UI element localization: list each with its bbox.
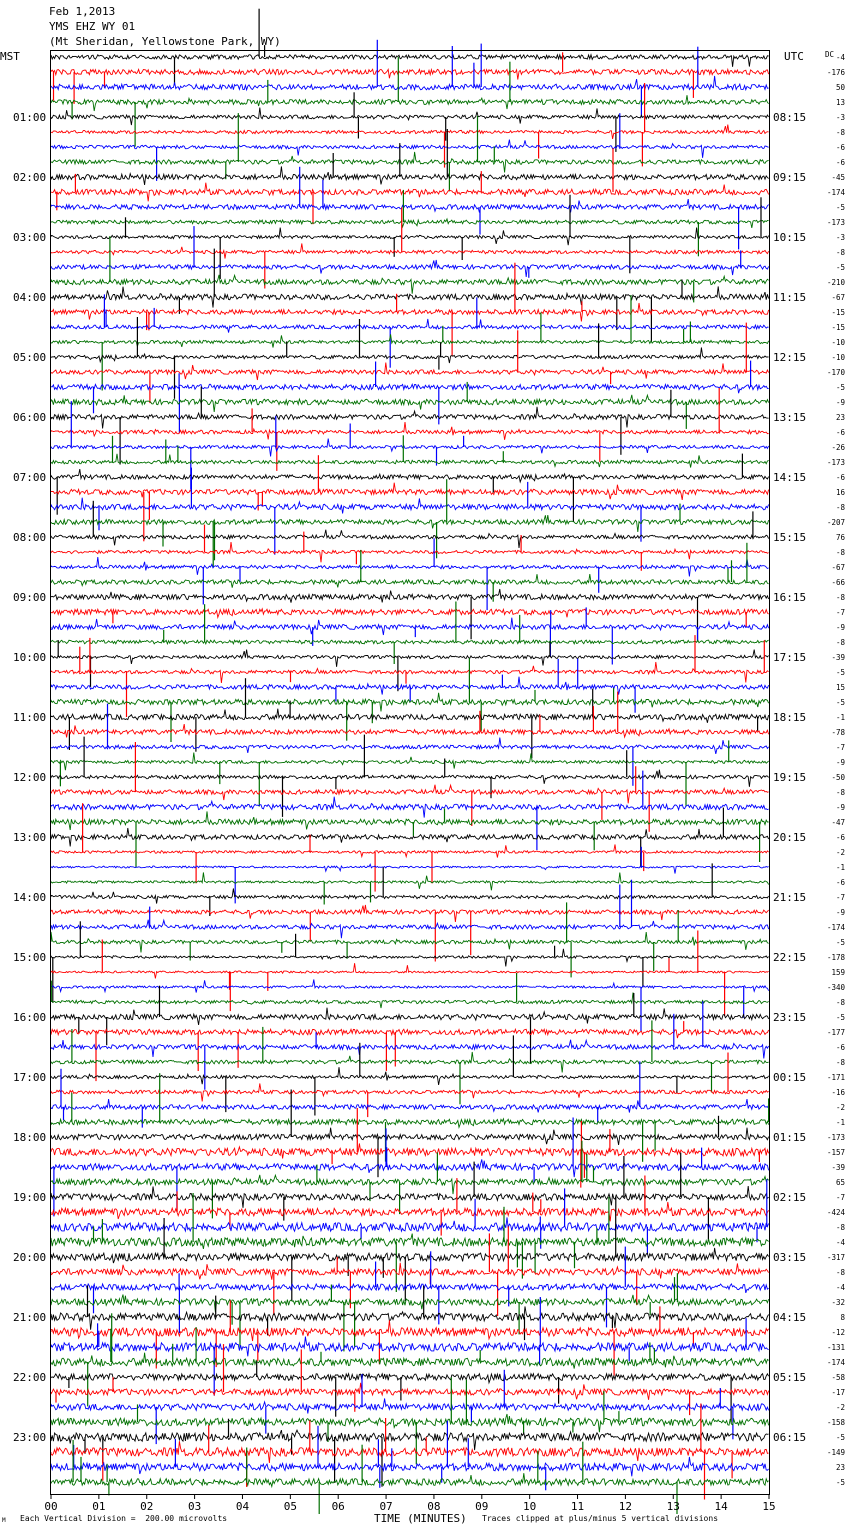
trace-line [51, 1099, 769, 1112]
trace-line [51, 1144, 769, 1159]
x-axis-label: TIME (MINUTES) [374, 1512, 467, 1525]
right-hour-label: 10:15 [773, 231, 807, 244]
x-tick-label: 05 [283, 1500, 297, 1513]
dc-offset-label: -5 [835, 698, 845, 707]
left-hour-label: 08:00 [13, 531, 47, 544]
trace-line [51, 407, 769, 429]
dc-offset-label: -45 [831, 173, 845, 182]
trace-line [51, 469, 769, 482]
trace-line [51, 905, 769, 922]
x-tick-label: 02 [140, 1500, 154, 1513]
trace-line [51, 125, 769, 139]
dc-offset-label: -5 [835, 203, 845, 212]
left-hour-label: 02:00 [13, 171, 47, 184]
left-hour-label: 01:00 [13, 111, 47, 124]
dc-offset-label: -9 [835, 398, 845, 407]
trace-line [51, 1430, 769, 1450]
dc-offset-label: -9 [835, 803, 845, 812]
dc-offset-label: -157 [826, 1148, 845, 1157]
trace-line [51, 498, 769, 514]
trace-line [51, 76, 769, 90]
dc-offset-label: -178 [826, 953, 845, 962]
dc-offset-label: -8 [835, 548, 845, 557]
x-tick-label: 04 [235, 1500, 250, 1513]
left-hour-label: 05:00 [13, 351, 47, 364]
trace-line [51, 932, 769, 952]
trace-line [51, 348, 769, 364]
right-hour-label: 23:15 [773, 1011, 807, 1024]
trace-line [51, 1337, 769, 1357]
trace-line [51, 152, 769, 173]
left-hour-label: 17:00 [13, 1071, 47, 1084]
right-timezone-label: UTC [784, 50, 804, 63]
trace-line [51, 949, 769, 967]
left-hour-label: 15:00 [13, 951, 47, 964]
left-hour-label: 22:00 [13, 1371, 47, 1384]
dc-offset-label: -5 [835, 1013, 845, 1022]
dc-offset-label: -2 [835, 1403, 845, 1412]
dc-offset-label: -340 [826, 983, 845, 992]
dc-offset-label: -67 [831, 563, 845, 572]
trace-line [51, 1441, 769, 1463]
trace-line [51, 1374, 769, 1383]
scale-note: Each Vertical Division = 200.00 microvolts [20, 1514, 228, 1523]
dc-offset-label: -317 [826, 1253, 845, 1262]
trace-line [51, 1175, 769, 1194]
x-tick-label: 08 [427, 1500, 441, 1513]
dc-offset-label: -9 [835, 623, 845, 632]
dc-offset-label: 23 [835, 1463, 845, 1472]
right-hour-label: 08:15 [773, 111, 807, 124]
x-tick-label: 09 [475, 1500, 489, 1513]
dc-offset-label: -8 [835, 638, 845, 647]
dc-offset-label: -26 [831, 443, 845, 452]
trace-line [51, 1473, 769, 1486]
dc-offset-label: -8 [835, 1268, 845, 1277]
trace-line [51, 785, 769, 804]
dc-offset-label: -1 [835, 863, 845, 872]
dc-offset-label: -9 [835, 908, 845, 917]
trace-line [51, 738, 769, 754]
trace-line [51, 243, 769, 258]
trace-line [51, 1040, 769, 1059]
left-hour-label: 07:00 [13, 471, 47, 484]
dc-offset-label: 15 [835, 683, 845, 692]
trace-line [51, 1457, 769, 1476]
trace-line [51, 439, 769, 457]
right-hour-label: 16:15 [773, 591, 807, 604]
dc-offset-label: -7 [835, 608, 845, 617]
trace-line [51, 422, 769, 440]
dc-offset-label: -176 [826, 68, 845, 77]
dc-offset-label: -174 [826, 923, 845, 932]
trace-line [51, 1128, 769, 1145]
left-hour-label: 04:00 [13, 291, 47, 304]
dc-offset-label: -7 [835, 893, 845, 902]
trace-line [51, 797, 769, 818]
trace-line [51, 1399, 769, 1414]
dc-offset-label: -174 [826, 188, 845, 197]
x-tick-label: 10 [523, 1500, 537, 1513]
trace-line [51, 618, 769, 635]
dc-offset-label: -158 [826, 1418, 845, 1427]
trace-line [51, 753, 769, 771]
dc-offset-label: -10 [831, 338, 845, 347]
clip-note: Traces clipped at plus/minus 5 vertical divisions [482, 1514, 719, 1523]
dc-offset-label: -7 [835, 1193, 845, 1202]
dc-offset-label: -12 [831, 1328, 845, 1337]
dc-offset-label: -66 [831, 578, 845, 587]
trace-line [51, 69, 769, 79]
dc-offset-label: -67 [831, 293, 845, 302]
right-hour-label: 05:15 [773, 1371, 807, 1384]
trace-line [51, 303, 769, 321]
trace-line [51, 1353, 769, 1369]
x-tick-label: 15 [762, 1500, 776, 1513]
dc-offset-label: -7 [835, 743, 845, 752]
dc-offset-label: -6 [835, 1043, 845, 1052]
right-hour-label: 14:15 [773, 471, 807, 484]
dc-offset-label: -6 [835, 158, 845, 167]
trace-line [51, 864, 769, 873]
left-hour-label: 16:00 [13, 1011, 47, 1024]
right-hour-label: 04:15 [773, 1311, 807, 1324]
dc-offset-label: -5 [835, 668, 845, 677]
trace-line [51, 1284, 769, 1293]
trace-line [51, 228, 769, 246]
record-date: Feb 1,2013 [49, 5, 116, 18]
dc-offset-label: 76 [835, 533, 845, 542]
left-hour-label: 13:00 [13, 831, 47, 844]
left-hour-label: 12:00 [13, 771, 47, 784]
dc-offset-label: -173 [826, 218, 845, 227]
trace-line [51, 589, 769, 603]
corner-mark: M [2, 1517, 6, 1524]
trace-line [51, 140, 769, 158]
trace-line [51, 574, 769, 588]
trace-group [51, 9, 769, 1514]
right-hour-label: 18:15 [773, 711, 807, 724]
trace-line [51, 1186, 769, 1208]
trace-line [51, 55, 769, 67]
dc-offset-label: -3 [835, 233, 845, 242]
trace-line [51, 979, 769, 992]
station-location: (Mt Sheridan, Yellowstone Park, WY) [49, 35, 281, 48]
trace-line [51, 709, 769, 723]
dc-offset-label: -17 [831, 1388, 845, 1397]
x-tick-label: 00 [44, 1500, 58, 1513]
trace-line [51, 1052, 769, 1072]
dc-offset-label: -5 [835, 938, 845, 947]
trace-line [51, 1248, 769, 1263]
trace-line [51, 872, 769, 890]
trace-line [51, 1029, 769, 1038]
dc-offset-label: 23 [835, 413, 845, 422]
right-hour-label: 00:15 [773, 1071, 807, 1084]
dc-offset-label: -4 [835, 1283, 845, 1292]
trace-line [51, 724, 769, 737]
trace-line [51, 363, 769, 380]
dc-offset-label: -8 [835, 593, 845, 602]
dc-offset-label: -8 [835, 503, 845, 512]
trace-line [51, 454, 769, 468]
right-hour-label: 06:15 [773, 1431, 807, 1444]
dc-offset-label: -173 [826, 458, 845, 467]
trace-line [51, 963, 769, 978]
trace-line [51, 275, 769, 294]
dc-offset-label: -4 [835, 1238, 845, 1247]
dc-offset-label: -47 [831, 818, 845, 827]
dc-offset-label: -10 [831, 353, 845, 362]
dc-offset-label: -58 [831, 1373, 845, 1382]
dc-offset-label: 50 [835, 83, 845, 92]
x-tick-label: 03 [187, 1500, 202, 1513]
dc-offset-label: -8 [835, 1058, 845, 1067]
right-hour-label: 21:15 [773, 891, 807, 904]
dc-offset-label: -15 [831, 323, 845, 332]
trace-line [51, 844, 769, 857]
dc-offset-label: -39 [831, 653, 845, 662]
trace-line [51, 1217, 769, 1231]
trace-line [51, 95, 769, 111]
dc-offset-label: -6 [835, 878, 845, 887]
left-hour-label: 11:00 [13, 711, 47, 724]
trace-line [51, 920, 769, 939]
dc-offset-label: 65 [835, 1178, 845, 1187]
trace-line [51, 334, 769, 347]
dc-offset-label: 8 [840, 1313, 845, 1322]
trace-line [51, 650, 769, 667]
x-tick-label: 13 [666, 1500, 680, 1513]
trace-line [51, 1234, 769, 1249]
right-hour-label: 13:15 [773, 411, 807, 424]
dc-offset-label: 159 [831, 968, 845, 977]
trace-line [51, 557, 769, 576]
right-hour-label: 02:15 [773, 1191, 807, 1204]
trace-line [51, 888, 769, 903]
dc-offset-label: -424 [826, 1208, 845, 1217]
left-hour-label: 03:00 [13, 231, 47, 244]
right-hour-label: 17:15 [773, 651, 807, 664]
dc-offset-label: -5 [835, 383, 845, 392]
trace-line [51, 542, 769, 562]
dc-offset-label: -39 [831, 1163, 845, 1172]
x-tick-label: 06 [331, 1500, 345, 1513]
trace-line [51, 515, 769, 532]
trace-line [51, 483, 769, 500]
dc-offset-label: -170 [826, 368, 845, 377]
trace-line [51, 1202, 769, 1221]
trace-line [51, 1320, 769, 1341]
x-tick-label: 14 [714, 1500, 728, 1513]
left-timezone-label: MST [0, 50, 20, 63]
trace-line [51, 1295, 769, 1313]
dc-offset-label: -2 [835, 848, 845, 857]
dc-offset-label: -177 [826, 1028, 845, 1037]
dc-offset-label: -2 [835, 1103, 845, 1112]
dc-offset-label: -8 [835, 1223, 845, 1232]
dc-offset-label: -32 [831, 1298, 845, 1307]
trace-line [51, 1083, 769, 1101]
dc-offset-label: -6 [835, 833, 845, 842]
dc-offset-label: -6 [835, 473, 845, 482]
right-hour-label: 11:15 [773, 291, 807, 304]
dc-offset-label: -8 [835, 998, 845, 1007]
dc-offset-label: -16 [831, 1088, 845, 1097]
trace-line [51, 1306, 769, 1329]
trace-line [51, 1263, 769, 1280]
right-hour-label: 19:15 [773, 771, 807, 784]
left-hour-label: 06:00 [13, 411, 47, 424]
dc-offset-label: -5 [835, 1433, 845, 1442]
dc-offset-label: -171 [826, 1073, 845, 1082]
left-hour-label: 10:00 [13, 651, 47, 664]
x-tick-label: 01 [92, 1500, 106, 1513]
right-hour-label: 15:15 [773, 531, 807, 544]
left-hour-label: 20:00 [13, 1251, 47, 1264]
trace-line [51, 640, 769, 644]
dc-offset-label: -50 [831, 773, 845, 782]
dc-offset-label: -5 [835, 1478, 845, 1487]
trace-line [51, 1119, 769, 1128]
trace-line [51, 384, 769, 393]
trace-line [51, 609, 769, 618]
right-hour-label: 22:15 [773, 951, 807, 964]
trace-line [51, 530, 769, 548]
dc-offset-label: -1 [835, 1118, 845, 1127]
trace-line [51, 319, 769, 333]
trace-line [51, 993, 769, 1009]
dc-offset-label: -8 [835, 788, 845, 797]
trace-line [51, 1383, 769, 1400]
dc-offset-label: -9 [835, 758, 845, 767]
dc-offset-label: -210 [826, 278, 845, 287]
right-hour-label: 01:15 [773, 1131, 807, 1144]
trace-line [51, 811, 769, 830]
dc-offset-label: -174 [826, 1358, 845, 1367]
dc-offset-label: 13 [835, 98, 845, 107]
dc-offset-label: -4 [835, 53, 845, 62]
dc-offset-label: 16 [835, 488, 845, 497]
dc-offset-label: -6 [835, 428, 845, 437]
right-hour-label: 20:15 [773, 831, 807, 844]
right-hour-label: 03:15 [773, 1251, 807, 1264]
trace-line [51, 1008, 769, 1025]
dc-offset-label: -207 [826, 518, 845, 527]
trace-line [51, 395, 769, 412]
dc-offset-label: -8 [835, 128, 845, 137]
trace-line [51, 260, 769, 277]
left-hour-label: 18:00 [13, 1131, 47, 1144]
trace-line [51, 662, 769, 683]
trace-line [51, 828, 769, 846]
dc-offset-label: -6 [835, 143, 845, 152]
trace-line [51, 219, 769, 228]
station-code: YMS EHZ WY 01 [49, 20, 136, 33]
dc-offset-label: -131 [826, 1343, 845, 1352]
left-hour-label: 19:00 [13, 1191, 47, 1204]
right-hour-label: 09:15 [773, 171, 807, 184]
dc-offset-label: -78 [831, 728, 845, 737]
dc-offset-label: -1 [835, 713, 845, 722]
x-tick-label: 11 [570, 1500, 585, 1513]
dc-header-label: DC [825, 50, 835, 59]
trace-line [51, 1414, 769, 1432]
trace-line [51, 166, 769, 185]
trace-line [51, 108, 769, 126]
x-tick-label: 07 [379, 1500, 393, 1513]
trace-line [51, 1067, 769, 1085]
dc-offset-label: -149 [826, 1448, 845, 1457]
left-hour-label: 23:00 [13, 1431, 47, 1444]
trace-line [51, 770, 769, 787]
right-hour-label: 12:15 [773, 351, 807, 364]
trace-line [51, 183, 769, 202]
x-tick-label: 12 [618, 1500, 633, 1513]
trace-line [51, 199, 769, 212]
dc-offset-label: -5 [835, 263, 845, 272]
dc-offset-label: -8 [835, 248, 845, 257]
left-hour-label: 09:00 [13, 591, 47, 604]
trace-line [51, 286, 769, 307]
dc-offset-label: -15 [831, 308, 845, 317]
dc-offset-label: -3 [835, 113, 845, 122]
trace-line [51, 1159, 769, 1177]
left-hour-label: 21:00 [13, 1311, 47, 1324]
left-hour-label: 14:00 [13, 891, 47, 904]
dc-offset-label: -173 [826, 1133, 845, 1142]
